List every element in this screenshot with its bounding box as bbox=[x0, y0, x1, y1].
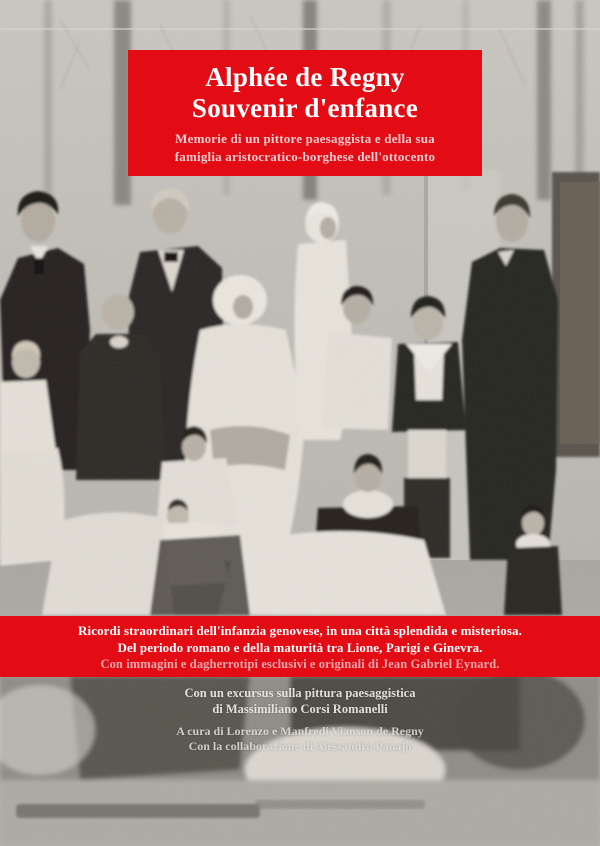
excursus-note bbox=[0, 686, 600, 717]
blurb-line3: Con immagini e dagherrotipi esclusivi e originali di Jean Gabriel Eynard. bbox=[100, 657, 500, 671]
subtitle-line2: famiglia aristocratico-borghese dell'ottocento bbox=[174, 149, 436, 164]
editor-credits bbox=[0, 724, 600, 754]
blurb-line2: Del periodo romano e della maturità tra Lione, Parigi e Ginevra. bbox=[117, 640, 483, 655]
credits-line2: Con la collaborazione di Alessandro Panajo bbox=[188, 739, 412, 753]
book-title-line2: Souvenir d'enfance bbox=[191, 93, 419, 123]
credits-line1: A cura di Lorenzo e Manfredi Vianson de Regny bbox=[176, 724, 424, 738]
subtitle-line1: Memorie di un pittore paesaggista e della sua bbox=[175, 131, 435, 146]
book-subtitle bbox=[128, 130, 482, 166]
title-banner bbox=[128, 50, 482, 176]
excursus-line2: di Massimiliano Corsi Romanelli bbox=[212, 701, 388, 716]
excursus-line1: Con un excursus sulla pittura paesaggistica bbox=[184, 686, 416, 700]
book-title-line1: Alphée de Regny bbox=[205, 62, 405, 92]
blurb-band bbox=[0, 616, 600, 677]
blurb-line1: Ricordi straordinari dell'infanzia genovese, in una città splendida e misteriosa. bbox=[78, 623, 522, 638]
